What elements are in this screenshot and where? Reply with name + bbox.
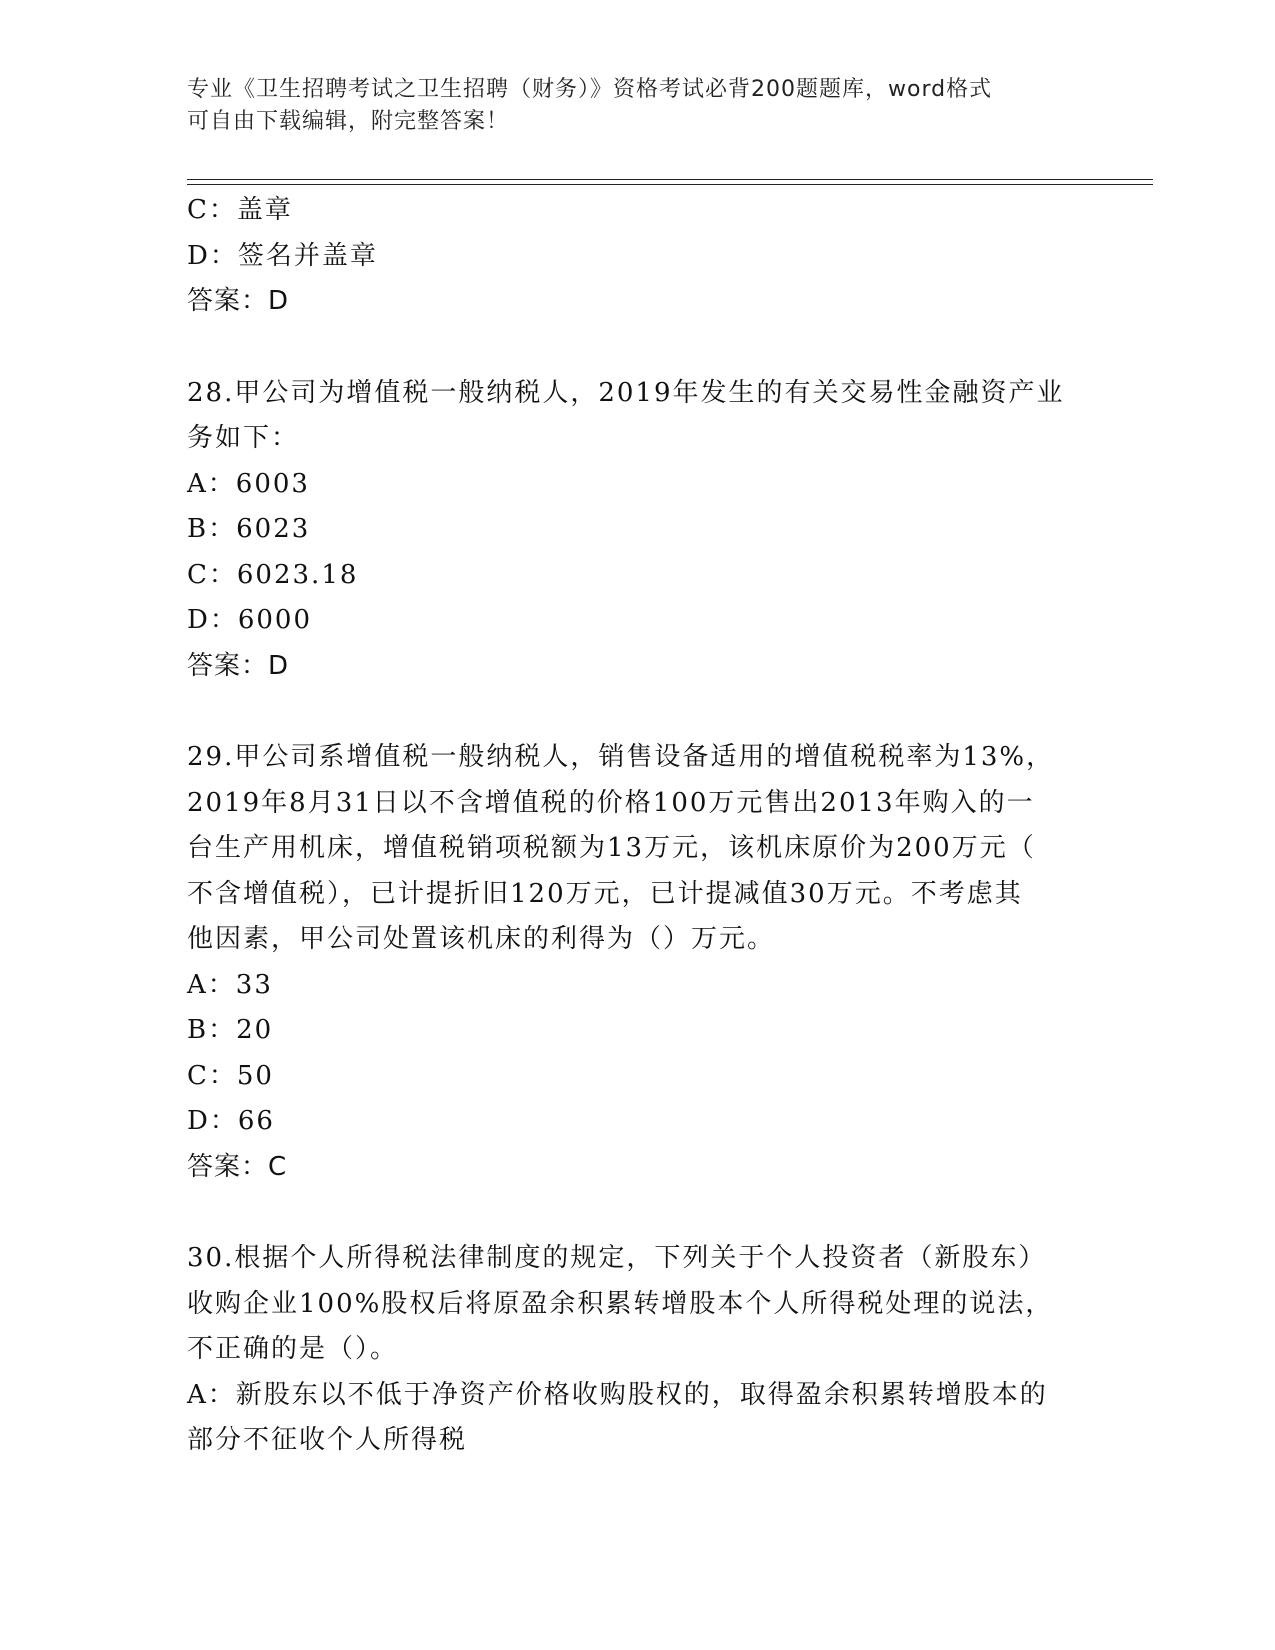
- spacer: [187, 689, 1087, 735]
- question-stem-line: 不含增值税），已计提折旧120万元，已计提减值30万元。不考虑其: [187, 878, 1023, 909]
- option-c: C：50: [187, 1060, 274, 1091]
- document-body: [187, 188, 1087, 1464]
- question-29: [187, 735, 1087, 1190]
- answer-line: 答案：D: [187, 286, 290, 316]
- question-stem-line: 28.甲公司为增值税一般纳税人，2019年发生的有关交易性金融资产业: [187, 377, 1065, 408]
- option-a-line: A：新股东以不低于净资产价格收购股权的，取得盈余积累转增股本的: [187, 1379, 1048, 1410]
- question-stem-line: 台生产用机床，增值税销项税额为13万元，该机床原价为200万元（: [187, 833, 1036, 863]
- question-stem-line: 30.根据个人所得税法律制度的规定，下列关于个人投资者（新股东）: [187, 1243, 1047, 1273]
- option-c: C：盖章: [187, 195, 293, 225]
- option-d: D：签名并盖章: [187, 240, 378, 271]
- document-header: [187, 74, 1067, 138]
- question-stem-line: 不正确的是（）。: [187, 1334, 399, 1364]
- option-c: C：6023.18: [187, 559, 359, 590]
- header-line-1: 专业《卫生招聘考试之卫生招聘（财务）》资格考试必背200题题库，word格式: [187, 77, 993, 102]
- header-line-2: 可自由下载编辑，附完整答案！: [187, 109, 510, 134]
- spacer: [187, 1190, 1087, 1236]
- question-stem-line: 他因素，甲公司处置该机床的利得为（）万元。: [187, 924, 776, 954]
- option-a-line: 部分不征收个人所得税: [187, 1425, 468, 1455]
- header-divider-bottom: [187, 184, 1153, 185]
- option-a: A：6003: [187, 468, 310, 499]
- question-stem-line: 2019年8月31日以不含增值税的价格100万元售出2013年购入的一: [187, 787, 1035, 818]
- question-28: [187, 371, 1087, 690]
- option-b: B：20: [187, 1015, 274, 1045]
- question-stem-line: 务如下：: [187, 423, 300, 453]
- question-27-tail: [187, 188, 1087, 325]
- spacer: [187, 325, 1087, 371]
- answer-line: 答案：C: [187, 1151, 288, 1182]
- answer-line: 答案：D: [187, 650, 290, 681]
- option-d: D：66: [187, 1106, 275, 1136]
- question-30: [187, 1236, 1087, 1464]
- header-divider-top: [187, 179, 1153, 180]
- option-d: D：6000: [187, 605, 313, 635]
- option-a: A：33: [187, 969, 273, 1000]
- question-stem-line: 收购企业100%股权后将原盈余积累转增股本个人所得税处理的说法，: [187, 1288, 1054, 1319]
- question-stem-line: 29.甲公司系增值税一般纳税人，销售设备适用的增值税税率为13%，: [187, 742, 1055, 772]
- option-b: B：6023: [187, 514, 311, 544]
